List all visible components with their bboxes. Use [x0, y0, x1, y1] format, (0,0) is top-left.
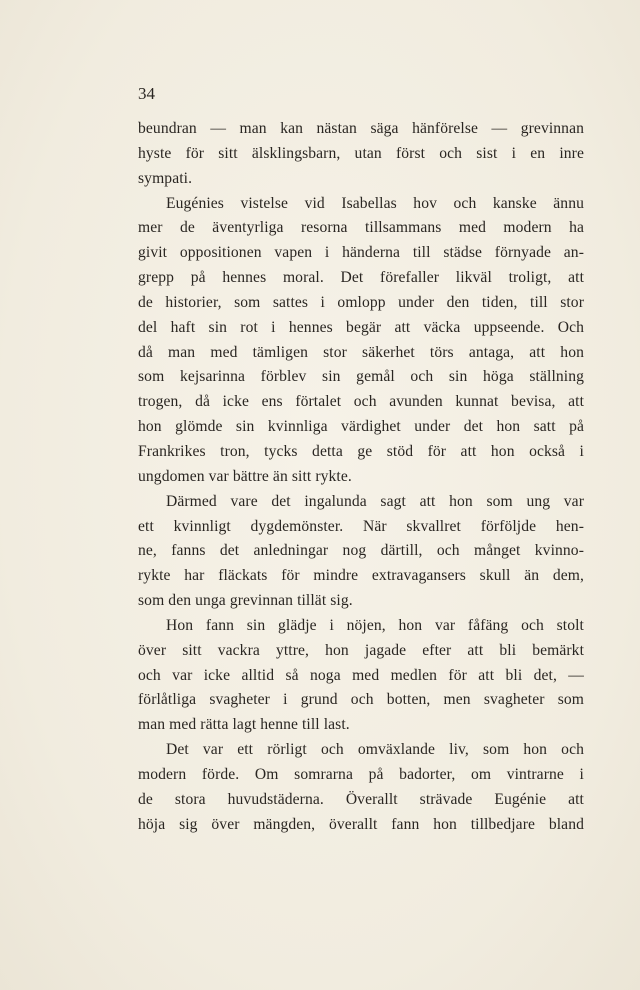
- text-line: grepp på hennes moral. Det förefaller likväl troligt, att: [138, 269, 584, 287]
- text-line: Därmed vare det ingalunda sagt att hon som ung var: [166, 492, 584, 510]
- text-line: ne, fanns det anledningar nog därtill, och månget kvinno-: [138, 542, 584, 560]
- text-line: de historier, som sattes i omlopp under den tiden, till stor: [138, 293, 584, 311]
- text-line: man med rätta lagt henne till last.: [138, 716, 350, 734]
- text-line: de stora huvudstäderna. Överallt strävade Eugénie att: [138, 790, 584, 808]
- paragraph: [138, 192, 584, 490]
- text-line: rykte har fläckats för mindre extravagansers skull än dem,: [138, 567, 584, 585]
- text-line: då man med tämligen stor säkerhet törs antaga, att hon: [138, 343, 584, 361]
- text-line: över sitt vackra yttre, hon jagade efter att bli bemärkt: [138, 641, 584, 659]
- text-line: och var icke alltid så noga med medlen för att bli det, —: [138, 666, 584, 684]
- text-line: hyste för sitt älsklingsbarn, utan först och sist i en inre: [138, 144, 584, 162]
- page-number: 34: [138, 84, 155, 103]
- text-line: Hon fann sin glädje i nöjen, hon var fåfäng och stolt: [166, 616, 584, 634]
- text-line: trogen, då icke ens förtalet och avunden kunnat bevisa, att: [138, 393, 584, 411]
- text-line: givit oppositionen vapen i händerna till städse förnyade an-: [138, 244, 584, 262]
- text-line: Det var ett rörligt och omväxlande liv, som hon och: [166, 741, 584, 759]
- text-line: Eugénies vistelse vid Isabellas hov och kanske ännu: [166, 194, 584, 212]
- text-line: mer de äventyrliga resorna tillsammans med modern ha: [138, 219, 584, 237]
- paragraph: [138, 614, 584, 738]
- text-line: Frankrikes tron, tycks detta ge stöd för att hon också i: [138, 442, 584, 460]
- text-line: del haft sin rot i hennes begär att väcka uppseende. Och: [138, 318, 584, 336]
- text-line: hon glömde sin kvinnliga värdighet under det hon satt på: [138, 418, 584, 436]
- text-line: förlåtliga svagheter i grund och botten, men svagheter som: [138, 691, 584, 709]
- text-line: som kejsarinna förblev sin gemål och sin höga ställning: [138, 368, 584, 386]
- text-line: modern förde. Om somrarna på badorter, om vintrarne i: [138, 765, 584, 783]
- text-line: ett kvinnligt dygdemönster. När skvallret förföljde hen-: [138, 517, 584, 535]
- paragraph: [138, 117, 584, 192]
- paragraph: [138, 738, 584, 837]
- body-text: [138, 117, 584, 837]
- text-line: ungdomen var bättre än sitt rykte.: [138, 467, 352, 485]
- paragraph: [138, 490, 584, 614]
- text-line: sympati.: [138, 169, 193, 187]
- text-line: som den unga grevinnan tillät sig.: [138, 592, 353, 610]
- text-line: höja sig över mängden, överallt fann hon tillbedjare bland: [138, 815, 584, 833]
- text-line: beundran — man kan nästan säga hänförelse — grevinnan: [138, 120, 584, 137]
